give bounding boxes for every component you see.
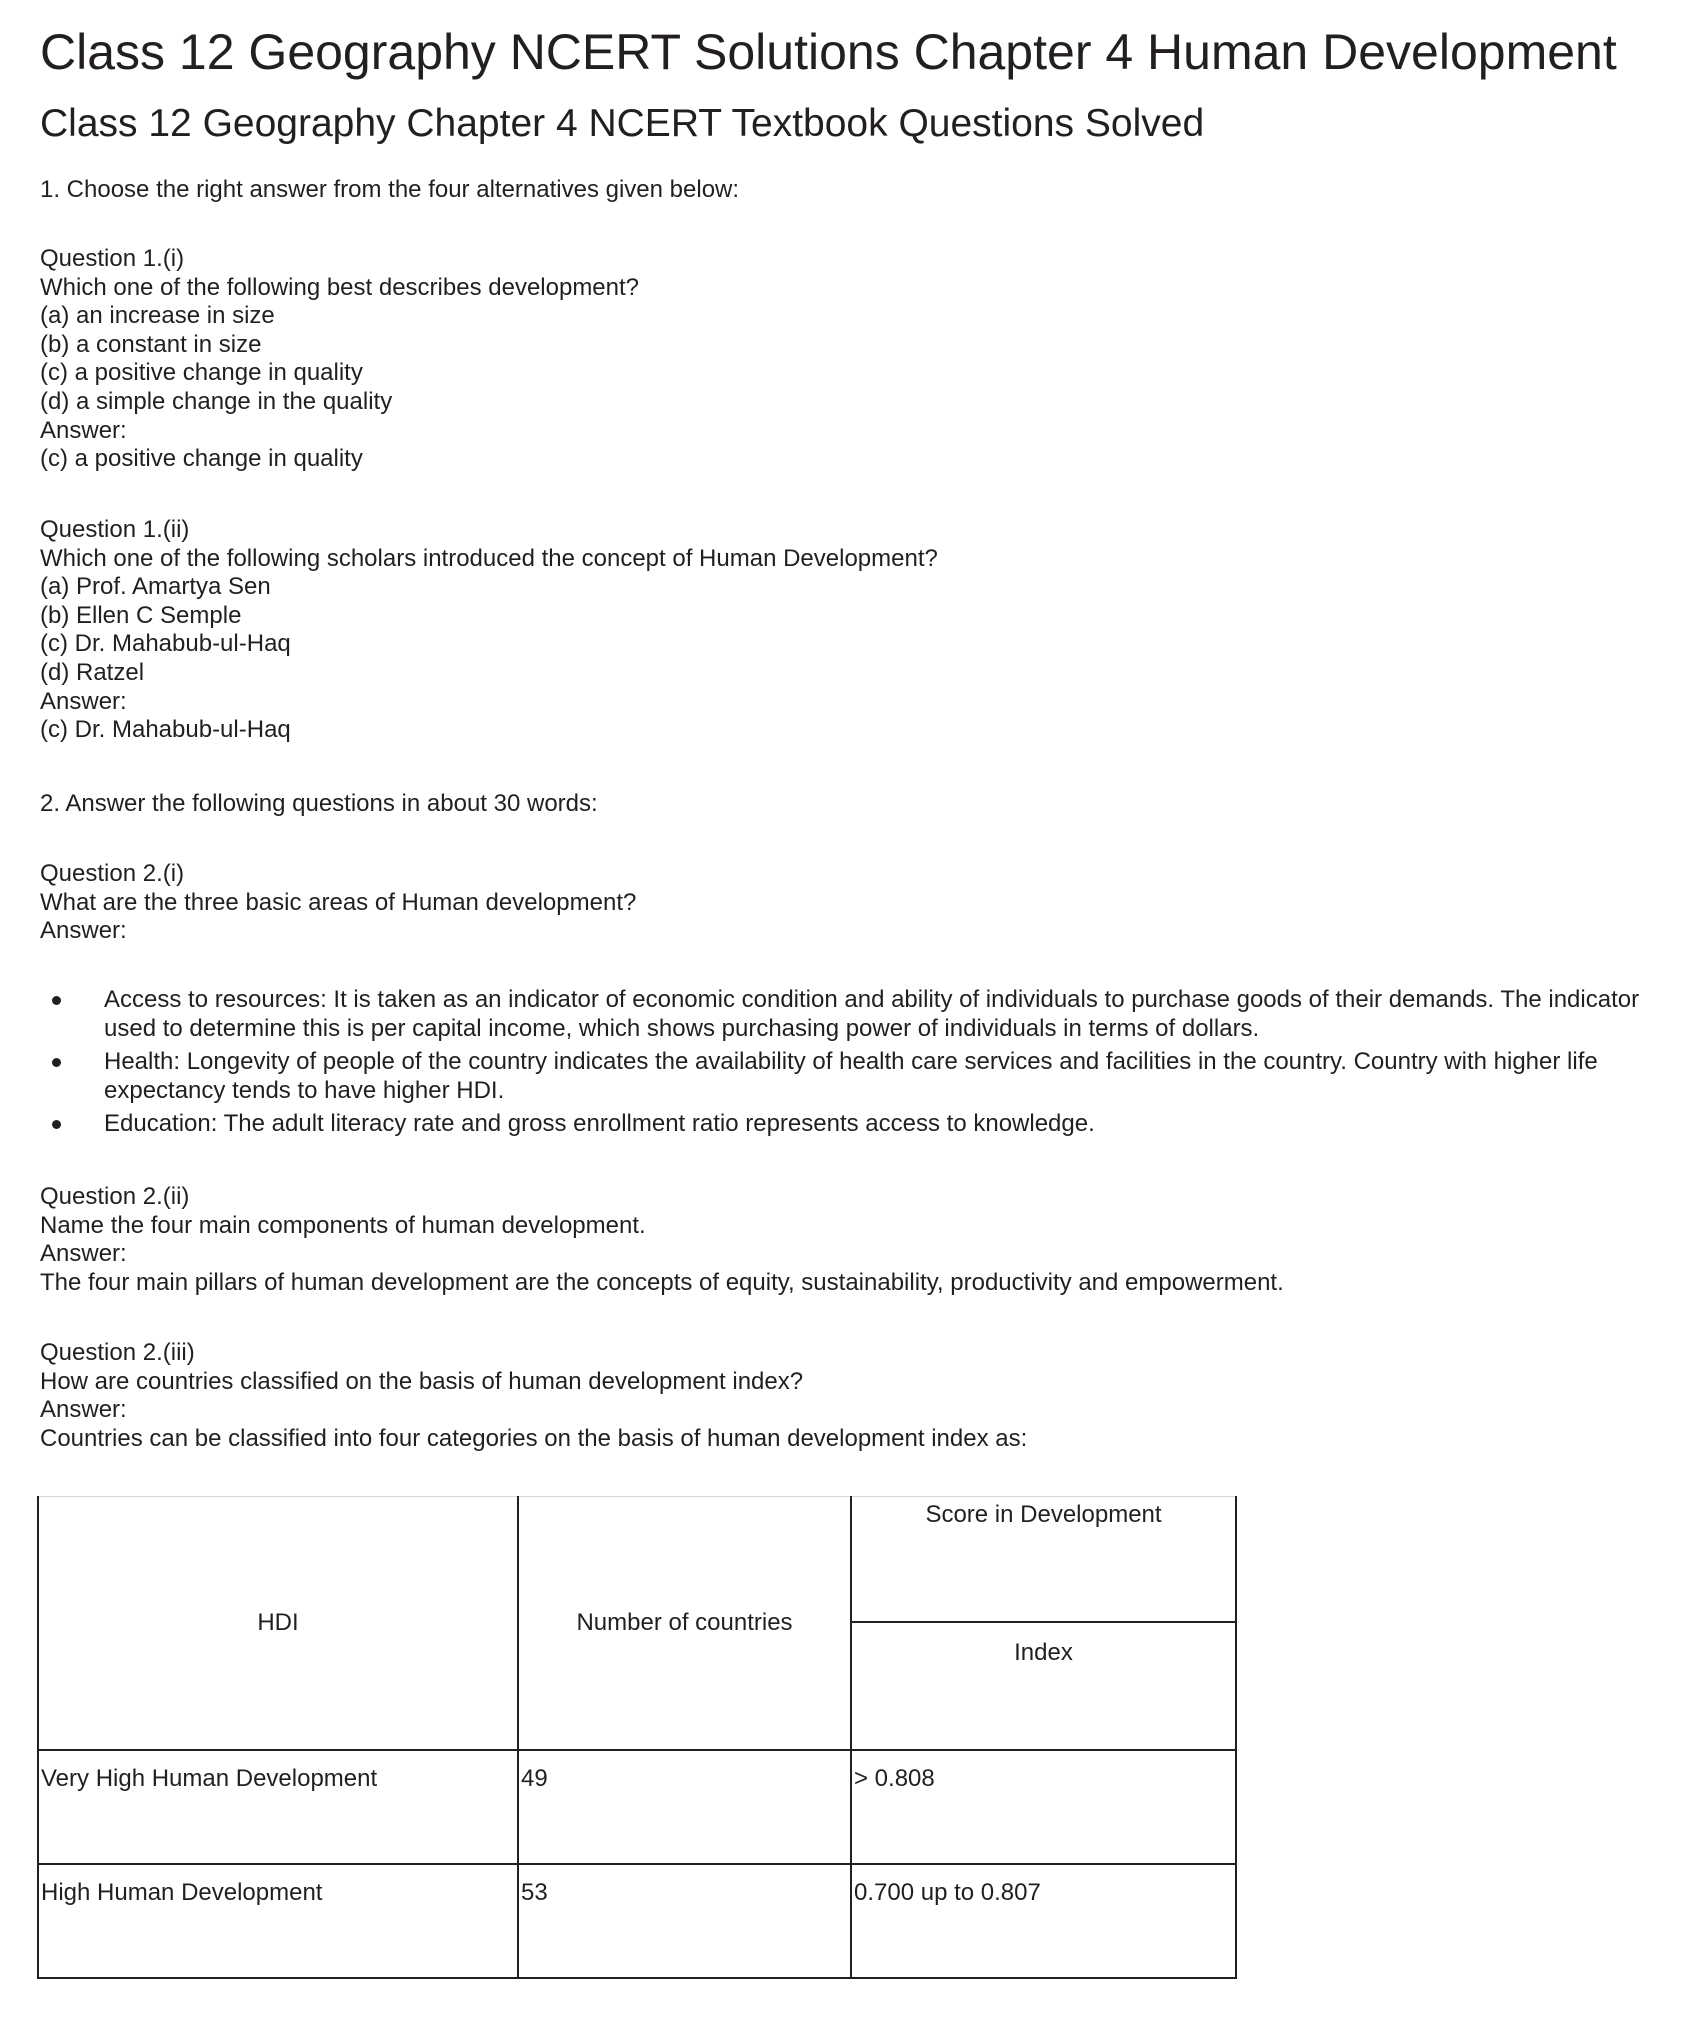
header-cell — [518, 1497, 851, 1751]
table-row — [38, 1864, 1236, 1978]
country-count: 49 — [521, 1765, 548, 1792]
question-2-iii — [40, 1339, 1027, 1453]
header-hdi: HDI — [257, 1609, 299, 1636]
answer-label: Answer: — [40, 1240, 127, 1268]
answer-label: Answer: — [40, 416, 127, 444]
answer-text: (c) a positive change in quality — [40, 445, 363, 473]
header-cell — [38, 1497, 518, 1751]
list-item — [40, 1109, 1680, 1138]
question-text: Which one of the following best describes development? — [40, 273, 640, 301]
hdi-category: Very High Human Development — [41, 1765, 378, 1792]
question-2-i — [40, 860, 636, 946]
question-1-ii — [40, 516, 938, 745]
table-cell — [38, 1864, 518, 1978]
country-count: 53 — [521, 1879, 548, 1906]
question-label: Question 1.(ii) — [40, 516, 190, 543]
header-score: Score in Development — [852, 1497, 1235, 1623]
answer-text: (c) Dr. Mahabub-ul-Haq — [40, 716, 291, 744]
question-2-ii — [40, 1183, 1284, 1297]
table-cell — [518, 1750, 851, 1864]
table-cell — [851, 1864, 1236, 1978]
table-cell — [518, 1864, 851, 1978]
list-item-text: Education: The adult literacy rate and gross enrollment ratio represents access to knowledge. — [104, 1110, 1095, 1137]
option-a: (a) an increase in size — [40, 302, 275, 330]
hdi-category: High Human Development — [41, 1879, 323, 1906]
table-row — [38, 1750, 1236, 1864]
answer-label: Answer: — [40, 687, 127, 715]
answer-label: Answer: — [40, 917, 127, 945]
question-label: Question 1.(i) — [40, 245, 185, 272]
option-c: (c) a positive change in quality — [40, 359, 363, 387]
option-c: (c) Dr. Mahabub-ul-Haq — [40, 630, 291, 658]
answer-label: Answer: — [40, 1396, 127, 1424]
bullet-icon — [52, 1120, 61, 1129]
question-text: Which one of the following scholars introduced the concept of Human Development? — [40, 544, 938, 572]
list-item-text: Access to resources: It is taken as an indicator of economic condition and ability of individuals to purchase goods of their demands. The indicator used to determine this is per capital income, which shows purchasing power of individuals in terms of dollars. — [104, 986, 1640, 1042]
answer-text: The four main pillars of human development are the concepts of equity, sustainability, productivity and empowerment. — [40, 1268, 1284, 1296]
table-cell — [38, 1750, 518, 1864]
hdi-classification-table — [37, 1496, 1237, 1979]
header-index: Index — [1014, 1639, 1073, 1666]
answer-text: Countries can be classified into four categories on the basis of human development index as: — [40, 1424, 1028, 1452]
header-cell — [851, 1497, 1236, 1751]
bullet-icon — [52, 996, 61, 1005]
question-text: How are countries classified on the basis of human development index? — [40, 1367, 804, 1395]
question-label: Question 2.(i) — [40, 860, 185, 887]
option-a: (a) Prof. Amartya Sen — [40, 573, 271, 601]
question-1-i — [40, 245, 639, 474]
question-label: Question 2.(ii) — [40, 1183, 190, 1210]
hdi-score: > 0.808 — [854, 1765, 935, 1792]
table-cell — [851, 1750, 1236, 1864]
list-item — [40, 985, 1680, 1043]
section-1-heading: 1. Choose the right answer from the four alternatives given below: — [40, 176, 740, 203]
option-b: (b) Ellen C Semple — [40, 601, 242, 629]
option-d: (d) Ratzel — [40, 658, 145, 686]
question-text: What are the three basic areas of Human development? — [40, 888, 637, 916]
option-d: (d) a simple change in the quality — [40, 387, 393, 415]
basic-areas-list — [40, 985, 1680, 1142]
list-item — [40, 1047, 1680, 1105]
option-b: (b) a constant in size — [40, 330, 262, 358]
question-label: Question 2.(iii) — [40, 1339, 195, 1366]
list-item-text: Health: Longevity of people of the country indicates the availability of health care services and facilities in the country. Country with higher life expectancy tends to have higher HDI. — [104, 1048, 1598, 1104]
table-header-row — [38, 1497, 1236, 1751]
header-number-of-countries: Number of countries — [576, 1609, 793, 1636]
hdi-score: 0.700 up to 0.807 — [854, 1879, 1041, 1906]
question-text: Name the four main components of human development. — [40, 1211, 646, 1239]
page-title: Class 12 Geography NCERT Solutions Chapter 4 Human Development — [40, 24, 1617, 80]
section-2-heading: 2. Answer the following questions in about 30 words: — [40, 790, 598, 817]
bullet-icon — [52, 1058, 61, 1067]
page-subtitle: Class 12 Geography Chapter 4 NCERT Textbook Questions Solved — [40, 102, 1205, 145]
